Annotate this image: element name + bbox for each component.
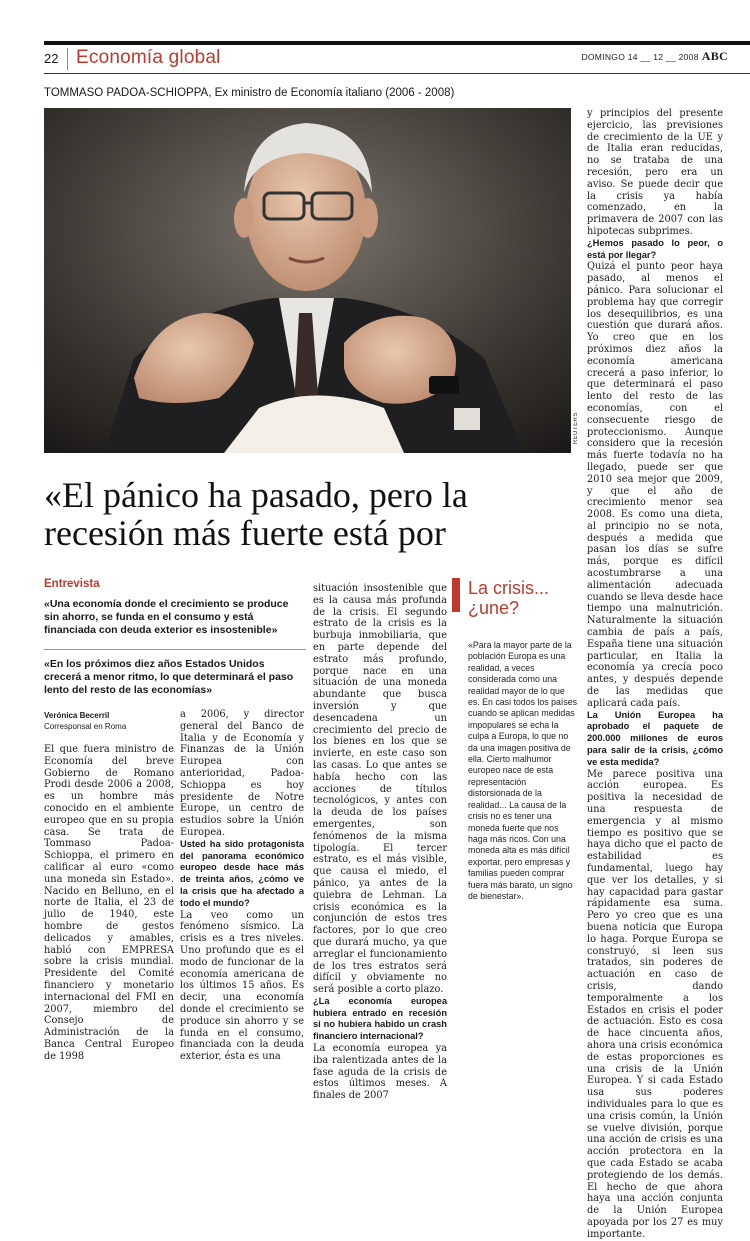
body-column-4 [587, 108, 723, 1241]
sidebar-text: «Para la mayor parte de la población Europa es una realidad, a veces considerada como una realidad mayor de lo que es. En casi todos los países cuando se aplican medidas impopulares se echa la culpa a Europa, lo que no da una imagen positiva de ella. Cierto malhumor europeo nace de esta representación distorsionada de la realidad... La causa de la crisis no es tener una moneda fuerte que nos haga más ricos. Con una moneda alta es más difícil exportar, pero empresas y familias pueden comprar fuera más barato, un signo de bienestar». [468, 640, 578, 901]
sidebar-title-line1: La crisis... [468, 578, 550, 598]
photo-kicker: TOMMASO PADOA-SCHIOPPA, Ex ministro de Economía italiano (2006 - 2008) [44, 87, 455, 99]
author-role: Corresponsal en Roma [44, 722, 127, 731]
paragraph: El que fuera ministro de Economía del breve Gobierno de Romano Prodi desde 2006 a 2008, es un hombre más conocido en el ambiente europeo que en su propia casa. Se trata de Tommaso Padoa-Schioppa, el primero en calificar al euro «como una moneda sin Estado». Nacido en Belluno, en el norte de Italia, el 23 de julio de 1940, este hombre de gestos delicados y amables, habló con EMPRESA sobre la crisis mundial. Presidente del Comité financiero y monetario internacional del FMI en 2007, miembro del Consejo de Administración de la Banca Central Europeo de 1998 [44, 744, 174, 1062]
pullquote-divider [44, 649, 306, 650]
interview-question: La Unión Europea ha aprobado el paquete de 200.000 millones de euros para salir de la crisis, ¿cómo ve esta medida? [587, 709, 723, 767]
pullquote-2: «En los próximos diez años Estados Unidos crecerá a menor ritmo, lo que determinará el paso lento del resto de las economías» [44, 658, 294, 696]
body-column-3 [313, 583, 447, 1102]
header-rule [44, 73, 750, 74]
portrait-photo [44, 108, 571, 453]
interview-label: Entrevista [44, 578, 100, 590]
author-name: Verónica Becerril [44, 711, 110, 720]
interview-question: ¿La economía europea hubiera entrado en recesión si no hubiera habido un crash financiero internacional? [313, 995, 447, 1042]
body-column-1 [44, 744, 174, 1063]
brand-logo: ABC [701, 49, 728, 63]
paragraph: Quizá el punto peor haya pasado, al menos el pánico. Para solucionar el problema hay que corregir los desequilibrios, es una cuestión que durará años. Yo creo que en los próximos diez años la economía americana crecerá a paso inferior, lo que determinará el paso lento del resto de las economías, con el consecuente riesgo de proteccionismo. Aunque considero que la recesión más fuerte todavía no ha llegado, puede ser que 2010 sea mejor que 2009, y que el año de crecimiento menor sea 2008. Es como una dieta, al principio no se nota, después a medida que pasan los días se sufre más, porque es difícil acostumbrarse a una alimentación adecuada cuando se lleva desde hace tiempo una malnutrición. Naturalmente la situación cambia de país a país, España tiene una situación particular, en Italia la economía ya crecía poco antes, y después depende de las medidas que aplicará cada país. [587, 261, 723, 709]
interview-question: ¿Hemos pasado lo peor, o está por llegar? [587, 237, 723, 260]
paragraph: a 2006, y director general del Banco de Italia y de Economía y Finanzas de la Unión Europea con anterioridad, Padoa-Schioppa es hoy presidente de Notre Europe, un centro de estudios sobre la Unión Europea. [180, 709, 304, 838]
header-divider [67, 48, 68, 70]
headline: «El pánico ha pasado, pero la recesión más fuerte está por [44, 475, 468, 553]
paragraph: Me parece positiva una acción europea. Es positiva la necesidad de una respuesta de emergencia y al mismo tiempo es positivo que se haya dicho que el pacto de estabilidad es fundamental, luego hay que ver los detalles, y si hay capacidad para gastar rápidamente esa suma. Pero yo creo que es una buena noticia que Europa lo haga. Porque Europa se construyó, si leen sus tratados, sin poderes de actuación en caso de crisis, dando temporalmente a los Estados en crisis el poder de actuación. Esto es cosa de hace cincuenta años, ahora una crisis económica de estas proporciones es una crisis de la Unión Europea. Y si cada Estado usa sus poderes individuales para lo que es una crisis común, la Unión se vuelve división, porque una acción de crisis es una acción protectora en la que cada Estado se acaba protegiendo de los demás. El hecho de que ahora haya una acción conjunta de la Unión Europea apoyada por los 27 es muy importante. [587, 768, 724, 1240]
page-number: 22 [44, 51, 59, 66]
dateline [581, 49, 728, 64]
pullquote-1: «Una economía donde el crecimiento se produce sin ahorro, se funda en el consumo y está financiada con deuda exterior es insostenible» [44, 598, 289, 636]
top-rule [44, 41, 750, 45]
portrait-illustration [44, 108, 571, 453]
paragraph: y principios del presente ejercicio, las previsiones de crecimiento de la UE y de Italia eran reducidas, no se trataba de una recesión, pero era un aviso. Se puede decir que la crisis ya había comenzado, en la primavera de 2007 con las hipotecas subprimes. [587, 108, 723, 237]
sidebar-title-line2: ¿une? [468, 598, 520, 618]
sidebar-title [468, 578, 549, 618]
paragraph: La economía europea ya iba ralentizada antes de la fase aguda de la crisis de estos últimos meses. A finales de 2007 [313, 1043, 447, 1102]
byline [44, 710, 126, 732]
paragraph: situación insostenible que es la causa más profunda de la crisis. El segundo estrato de la crisis es la burbuja inmobiliaria, que en parte depende del estrato más profundo, porque nace en una situación de una moneda abundante que busca inversión y que desencadena un crecimiento del precio de los bienes en los que se invierte, en este caso son las casas. Lo que antes se había hecho con las acciones de títulos tecnológicos, y antes con la deuda de los países emergentes, son fenómenos de la misma tipología. El tercer estrato, es el más visible, que causa el miedo, el pánico, ya antes de la quiebra de Lehman. La crisis económica es la conjunción de estos tres factores, por lo que creo que durará mucho, ya que arreglar el funcionamiento de los tres estratos será difícil y obviamente no será posible a corto plazo. [313, 583, 447, 996]
section-title: Economía global [76, 47, 221, 68]
interview-question: Usted ha sido protagonista del panorama económico europeo desde hace más de treinta años, ¿cómo ve la crisis que ha afectado a todo el mundo? [180, 838, 304, 908]
photo-credit: REUTERS [573, 412, 579, 445]
sidebar-accent-bar [452, 578, 460, 612]
date-text: DOMINGO 14 __ 12 __ 2008 [581, 52, 699, 62]
paragraph: La veo como un fenómeno sísmico. La crisis es a tres niveles. Uno profundo que es el modo de funcionar de la economía americana de los últimos 15 años. Es decir, una economía donde el crecimiento se produce sin ahorro y se funda en el consumo, financiada con la deuda exterior, ésta es una [180, 909, 304, 1063]
body-column-2 [180, 709, 304, 1063]
